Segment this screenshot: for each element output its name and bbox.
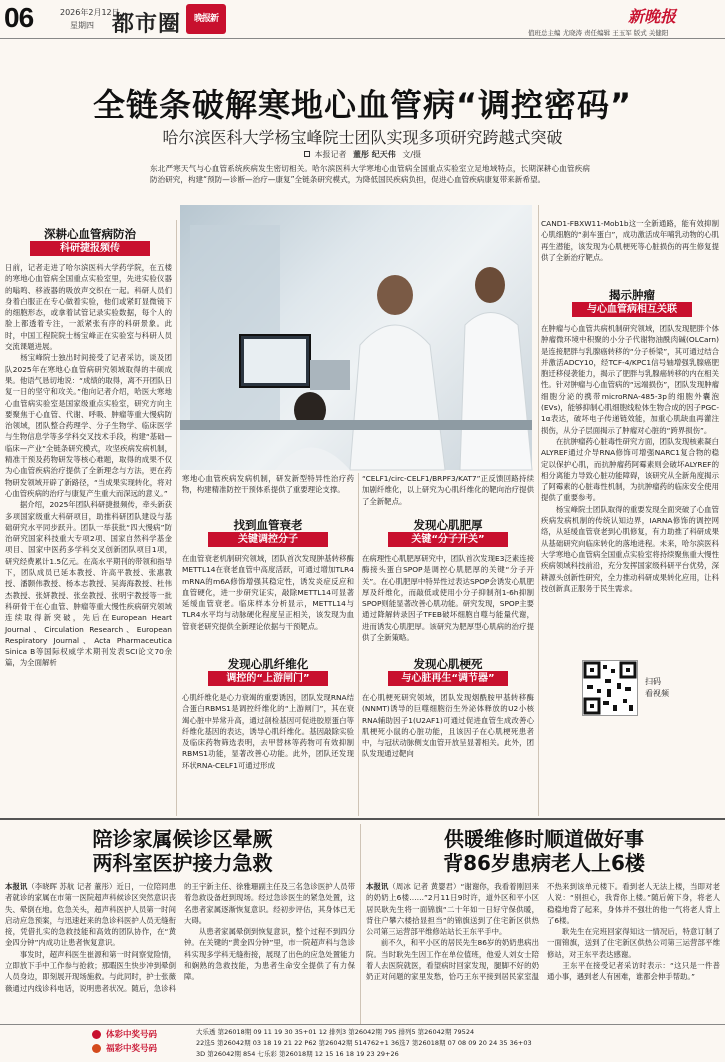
section2-tag: 关键调控分子 xyxy=(208,532,328,547)
section-badge-text: 晚报新 xyxy=(193,14,218,24)
section1-heading: 深耕心血管病防治 xyxy=(44,227,136,241)
news2-byline-prefix: 本报讯 xyxy=(366,882,389,891)
page-number: 06 xyxy=(4,2,34,33)
news1-byline: （李晓晖 苏航 记者 董彤） xyxy=(27,882,117,891)
news2-byline: （周冰 记者 黄婴君） xyxy=(388,882,461,891)
qr-code-icon xyxy=(583,661,637,715)
lottery-row-2: 22选5 第26042期 03 18 19 21 22 P62 第26042期 514762+1 36选7 第26018期 07 08 09 20 24 35 36+03 xyxy=(196,1039,532,1047)
section4-heading: 发现心肌肥厚 xyxy=(413,518,483,532)
section2-body: 在血管衰老机制研究领域，团队首次发现肿基转移酶METTL14在衰老血管中高度活跃，可通过增加TLR4 mRNA的m6A修饰增强其稳定性，诱发炎症反应和血管硬化，进一步研究证实，敲除METTL14可显著延缓血管衰老。临床样本分析显示，METTL14与TLR4水平均与动脉硬化程度呈正相关，该发现为血管衰老研究提供全新理论依据与干预靶点。 xyxy=(182,554,357,631)
section3-body: 心肌纤维化是心力衰竭的重要诱因，团队发现RNA结合蛋白RBMS1是调控纤维化的“上游闸门”，其在衰竭心脏中异常升高，通过剖检基因可促进胶原蛋白等纤维化基因的表达，诱导心肌纤维化。基因敲除实验及临床药物筛选表明，去甲替林等药物可有效抑制RBMS1功能，显著改善心功能。此外，团队还发现环状RNA-CELF1可通过形成 xyxy=(182,693,354,770)
news1-title-line2: 两科室医护接力急救 xyxy=(92,851,273,875)
qr-label-1: 扫码 xyxy=(645,677,661,686)
news1-byline-prefix: 本报讯 xyxy=(5,882,28,891)
sports-lottery-name: 体彩中奖号码 xyxy=(105,1030,157,1040)
qr-code[interactable] xyxy=(582,660,638,716)
footer-rule xyxy=(0,1024,725,1025)
section3-tag: 调控的“上游闸门” xyxy=(208,671,328,686)
section2-leadin: 寒地心血管疾病发病机制，研发新型特异性治疗药物，构建精准防控干预体系提供了重要理论支撑。 xyxy=(182,474,354,495)
paper-logo: 新晚报 xyxy=(628,7,677,26)
col-divider-bottom xyxy=(360,824,361,1024)
issue-weekday: 星期四 xyxy=(70,21,94,30)
lottery-row-1: 大乐透 第26018期 09 11 19 30 35+01 12 排列3 第26042期 795 排列5 第26042期 79524 xyxy=(196,1028,475,1036)
sports-lottery-logo xyxy=(92,1028,157,1040)
issue-date: 2026年2月12日 xyxy=(60,8,120,17)
section6-leadin: CAND1-FBXW11-Mob1b这一全新通路，能有效抑制心肌细胞的“刹车蛋白”，成功激活成年哺乳动物的心肌再生潜能，该发现为心肌梗死等心脏损伤的再生修复提供了全新治疗靶点。 xyxy=(541,219,719,262)
section1-tag: 科研捷报频传 xyxy=(30,241,150,256)
section4-leadin: “CELF1/circ-CELF1/BRPF3/KAT7”正反馈回路持续加剧纤维化，以上研究为心肌纤维化的靶向治疗提供了全新靶点。 xyxy=(362,474,534,506)
welfare-lottery-logo xyxy=(92,1042,157,1054)
news1-text: 近日，一位陪同患者就诊的家属在市第一医院超声科候诊区突然意识丧失、晕倒在地。危急关头，超声科医护人员第一时间启动应急预案，与迅速赶来的急诊科医护人员无缝衔接，凭借扎实的急救技能和高效的团队协作，在“黄金四分钟”内成功让患者恢复意识。 事发时，超声科医生崔源和第一时间察觉险情，立即放下手中工作参与抢救；那暇医生快步冲到晕倒人员身边，即刻展开现场施救。与此同时，护士张薇薇通过内线诊科电话，说明患者状况。随后，急诊科的王宇新主任、徐雅珊副主任及三名急诊医护人员带着急救设备赶到现场。经过急诊医生的紧急处置，这名患者家属逐渐恢复意识。经初步评估，其身体已无大碍。 从患者家属晕倒到恢复意识，整个过程不到四分钟。在关键的“黄金四分钟”里，市一院超声科与急诊科实现多学科无缝衔接，展现了出色的应急处置能力和娴熟的急救技能，为患者生命安全提供了有力保障。 xyxy=(5,882,355,993)
news2-title-line1: 供暖维修时顺道做好事 xyxy=(444,827,644,851)
byline-reporters: 董彤 纪天伟 xyxy=(353,150,396,159)
section5-heading: 发现心肌梗死 xyxy=(413,657,483,671)
section6-heading: 揭示肿瘤 xyxy=(609,288,655,302)
section1-body: 日前，记者走进了哈尔滨医科大学药学院，在五楼的寒地心血管病全国重点实验室里，先进实验仪器的嗡鸣、移液器的吸放声交织在一起。科研人员们身着白服正在专心做着实验，他们或紧盯显微镜下的细胞形态，或拿着试管记录实验数据，每个人的脸上都透着专注，一派紧张有序的科研景象。此时，中国工程院院士杨宝峰正在实验室与科研人员交流课题进展。 杨宝峰院士独出时间接受了记者采访，谈及团队2025年在寒地心血管病研究领域取得的丰硕成果。他语气恳切地说：“成绩的取得，离不开团队日复一日的坚守和攻关。”他向记者介绍，哈医大寒地心血管病实验室是国家级重点实验室，研究方向主要聚焦于心血管、代谢、呼吸、肿瘤等重大慢病防治领域，团队整合药理学、分子生物学、临床医学与生物信息学等多学科交叉技术手段，构建“基础—临床—产业”全链条研究模式，攻坚疾病发病机制，精准干预及药物研发等核心难题，取得的成果不仅为心血管疾病治疗提供了全新理念与方法，更在药物研发领域开辟了新路径，“当成果实现转化，将对心血管疾病的治疗与康复产生重大而深远的意义。” 据介绍，2025年团队科研捷报频传，牵头新获多项国家级重大科研项目，助推科研团队建设与基础研究水平同步跃升。团队一举获批“四大慢病”防治研究国家科技重大专项2项、国家自然科学基金项目、国家中医药多学科交叉创新团队项目1项，研究经费累计1.5亿元。在高水平期刊的带领和指导下，团队成员已延本教授、许高平教授、张惠教授、潘颢伟教授、杨本志教授、吴海海教授、杜伟杰教授、张妍教授、张垒教授、张明宇教授等一批科研骨干在心血管、肿瘤等重大慢性疾病研究领域连续取得新突破，先后在European Heart Journal、Circulation Research、European Respiratory Journal、Acta Pharmaceutica Sinica B等国际权威学术期刊发表SCI论文70余篇，为全面解析 xyxy=(5,263,172,668)
lab-scene-illustration xyxy=(180,205,532,470)
section-separator xyxy=(0,818,725,820)
page-header xyxy=(0,0,725,40)
section3-heading: 发现心肌纤维化 xyxy=(227,657,309,671)
section4-tag: 关键“分子开关” xyxy=(388,532,508,547)
news2-text: “谢谢你，我看着刚回来的奶奶上6楼……”2月11日9时许，道外区和平小区居民耿先生将一面锦旗“二十年如一日好守保供暖，背住户攀六楼拾显担当”的锦旗送到了住宅新区供热公司第三运营部平维修站站长王东平手中。 前不久，和平小区的居民先生86岁的奶奶患病出院。当时耿先生因工作在单位值班，他爱人刘女士陪着人去医院就医，看望病时回家发现，腿脚不好的奶奶正对问题的家里发愁，恰巧王东平接到居民家室温不热来到该单元楼下。看到老人无法上楼，当即对老人说：“别担心，我背你上楼。”随后俯下身，将老人稳稳地背了起来，身体并不强壮的他一气将老人背上了6楼。 耿先生在完班回家得知这一情况后，特意订制了一面锦旗，送到了住宅新区供热公司第三运营部平维修站，对王东平表达感谢。 王东平在接受记者采访时表示：“这只是一件普通小事，遇到老人有困难，谁都会伸手帮助。” xyxy=(366,882,720,982)
lottery-row-3: 3D 第26042期 854 七乐彩 第26018期 12 15 16 18 19 23 29+26 xyxy=(196,1050,399,1058)
section6-tag: 与心血管病相互关联 xyxy=(572,302,692,317)
news1-title-line1: 陪诊家属候诊区晕厥 xyxy=(92,827,273,851)
section5-tag: 与心脏再生“调节器” xyxy=(388,671,508,686)
section2-heading: 找到血管衰老 xyxy=(233,518,303,532)
qr-label-2: 看视频 xyxy=(645,689,669,698)
byline-prefix: 本报记者 xyxy=(314,150,347,159)
sports-lottery-icon xyxy=(92,1030,101,1039)
welfare-lottery-icon xyxy=(92,1044,101,1053)
section6-body: 在肿瘤与心血管共病机制研究领域，团队发现肥胖个体肿瘤微环境中积聚的小分子代谢物油酰肉碱(OLCarn)是连接肥胖与乳腺癌转移的“分子桥梁”，其可通过结合并激活ADCY10，经TCF-4/KPC1信号轴增强乳腺癌肥胞迁移侵袭能力，揭示了肥胖与乳腺癌转移的内在相关性。针对肿瘤与心血管病的“远端损伤”，团队发现肿瘤细胞分泌的携带microRNA-485-3p的细胞外囊泡(EVs)，能够抑制心肌细胞线粒体生物合成的因子PGC-1α表达，破坏电子传递链效能，加重心肌缺血再灌注损伤，从分子层面揭示了肿瘤对心脏的“跨界损伤”。 在抗肿瘤药心脏毒性研究方面，团队发现核素凝白ALYREF通过介导RNA修饰可增强NARC1复合物的稳定以保护心肌，而抗肿瘤药阿霉素则会破坏ALYREF的相分离能力导致心脏功能障碍，该研究从全新角度揭示了阿霉素的心脏毒性机制，为抗肿瘤药的临床安全使用提供了重要参考。 杨宝峰院士团队取得的重要发现全面突破了心血管疾病发病机制的传统认知边界，IARNA修饰的调控网络，从延缓血管衰老到心肌修复，有力助推了科研成果从基础研究向临床转化的落地进程。未来，哈尔滨医科大学寒地心血管病全国重点实验室将持续聚焦重大慢性疾病领域科技前沿，充分发挥国家级科研平台优势，深耕源头创新性研究，全力推动科研成果转化应用，让科技创新真正服务于民生需求。 xyxy=(541,324,719,593)
main-byline xyxy=(0,149,725,160)
byline-square-icon xyxy=(304,151,310,157)
col-divider-2 xyxy=(358,473,359,816)
main-lead: 东北严寒天气与心血管系统疾病发生密切相关。哈尔滨医科大学寒地心血管病全国重点实验室立足地域特点，长期深耕心血管疾病防治研究，构建“预防—诊断—治疗—康复”全链条研究模式，为降低国民疾病负担，促进心血管疾病康复带来新希望。 xyxy=(150,164,590,185)
section-badge-icon xyxy=(186,4,226,34)
lottery-footer xyxy=(0,1026,725,1062)
main-headline: 全链条破解寒地心血管病“调控密码” xyxy=(92,86,633,124)
col-divider-3 xyxy=(538,205,539,816)
section5-body: 在心肌梗死研究领域，团队发现烟酰胺甲基转移酶(NNMT)诱导的巨噬细胞衍生外泌体释放的U2小核RNA辅助因子1(U2AF1)可通过促进血管生成改善心肌梗死小鼠的心脏功能，且该因子在心肌梗死患者中，与冠状动脉侧支血管开放呈显著相关。此外，团队发现通过靶向 xyxy=(362,693,534,759)
section-title: 都市圈 xyxy=(112,12,182,37)
col-divider-1 xyxy=(176,220,177,816)
editor-credits: 值班总主编 尤晓涛 责任编辑 王玉军 版式 关健阳 xyxy=(528,29,669,37)
section4-body: 在病理性心肌肥厚研究中，团队首次发现E3泛素连接酶接头蛋白SPOP是调控心肌肥厚的关键“分子开关”。在心肌肥厚中特异性过表达SPOP会诱发心肌肥厚及纤维化，而敲低或使用小分子抑制剂1-6h抑制SPOP则能显著改善心肌功能。研究发现，SPOP主要通过降解转录因子TFEB破坏细胞自噬与能量代谢，进而诱发心肌肥厚。该研究为肥厚型心肌病的治疗提供了全新策略。 xyxy=(362,554,534,643)
main-subtitle: 哈尔滨医科大学杨宝峰院士团队实现多项研究跨越式突破 xyxy=(162,128,563,147)
news2-title-line2: 背86岁患病老人上6楼 xyxy=(443,851,645,875)
header-rule xyxy=(0,38,725,39)
lab-photo xyxy=(180,205,532,470)
news2-body xyxy=(366,881,720,1021)
news1-body xyxy=(5,881,355,1021)
welfare-lottery-name: 福彩中奖号码 xyxy=(105,1044,157,1054)
byline-suffix: 文/摄 xyxy=(402,150,422,159)
